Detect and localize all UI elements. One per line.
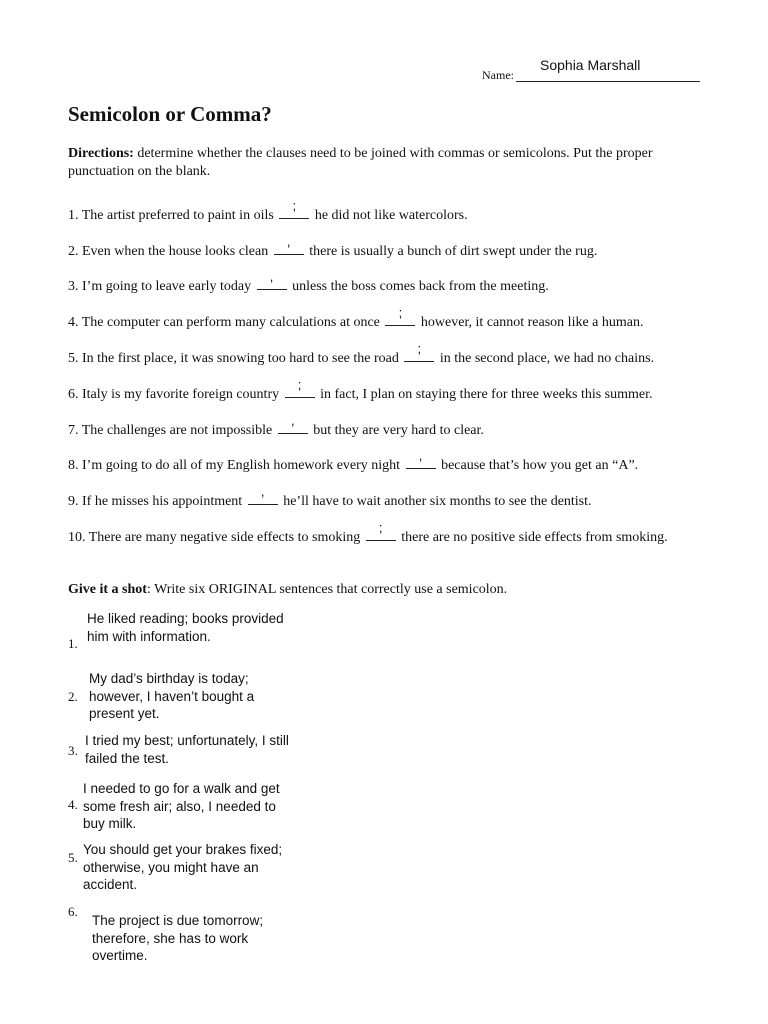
name-field-line[interactable] (516, 81, 700, 82)
question-number: 5. (68, 351, 79, 366)
directions-text: determine whether the clauses need to be joined with commas or semicolons. Put the proper punctuation on the blank. (68, 146, 653, 179)
question-text-before: Even when the house looks clean (82, 244, 272, 259)
question-number: 10. (68, 530, 86, 545)
response-text-1[interactable]: He liked reading; books provided him with information. (87, 611, 284, 644)
give-it-a-shot-text: : Write six ORIGINAL sentences that correctly use a semicolon. (146, 582, 508, 597)
question-number: 1. (68, 208, 79, 223)
question-text-after: in fact, I plan on staying there for three weeks this summer. (316, 387, 653, 402)
answer-mark: ; (398, 305, 403, 320)
answer-mark: , (286, 234, 291, 249)
question-text-before: The challenges are not impossible (81, 423, 276, 438)
response-number: 2. (68, 689, 78, 704)
directions (68, 145, 708, 180)
response-text-3[interactable]: I tried my best; unfortunately, I still failed the test. (85, 733, 289, 766)
question-9 (68, 484, 592, 510)
question-text-after: because that’s how you get an “A”. (437, 458, 639, 473)
answer-mark: , (269, 269, 274, 284)
question-text-before: There are many negative side effects to smoking (88, 530, 364, 545)
question-number: 6. (68, 387, 79, 402)
answer-blank[interactable] (285, 377, 315, 398)
answer-mark: ; (417, 341, 422, 356)
name-label: Name: (482, 68, 514, 82)
give-it-a-shot-prompt (68, 582, 507, 598)
question-8 (68, 448, 639, 474)
question-2 (68, 234, 598, 260)
worksheet-title: Semicolon or Comma? (68, 102, 272, 126)
question-text-before: I’m going to do all of my English homework every night (82, 458, 404, 473)
question-number: 3. (68, 279, 79, 294)
question-text-before: I’m going to leave early today (82, 279, 255, 294)
question-number: 2. (68, 244, 79, 259)
answer-blank[interactable] (274, 234, 304, 255)
question-10 (68, 520, 668, 546)
question-text-after: but they are very hard to clear. (309, 423, 484, 438)
question-6 (68, 377, 653, 403)
answer-blank[interactable] (385, 305, 415, 326)
response-text-2[interactable]: My dad’s birthday is today; however, I haven’t bought a present yet. (89, 671, 255, 721)
answer-mark: , (260, 484, 265, 499)
answer-mark: ; (292, 198, 297, 213)
question-5 (68, 341, 655, 367)
directions-label: Directions: (68, 146, 134, 161)
question-number: 8. (68, 458, 79, 473)
question-text-after: there is usually a bunch of dirt swept under the rug. (305, 244, 598, 259)
answer-mark: ; (378, 520, 383, 535)
answer-blank[interactable] (404, 341, 434, 362)
response-number: 1. (68, 636, 78, 651)
answer-blank[interactable] (406, 448, 436, 469)
response-text-4[interactable]: I needed to go for a walk and get some fresh air; also, I needed to buy milk. (83, 781, 280, 831)
answer-blank[interactable] (279, 198, 309, 219)
question-1 (68, 198, 468, 224)
answer-mark: , (418, 448, 423, 463)
question-text-before: The artist preferred to paint in oils (81, 208, 278, 223)
question-text-after: he’ll have to wait another six months to see the dentist. (279, 494, 592, 509)
question-number: 7. (68, 423, 79, 438)
response-text-5[interactable]: You should get your brakes fixed; otherwise, you might have an accident. (83, 842, 283, 892)
question-4 (68, 305, 644, 331)
question-number: 4. (68, 315, 79, 330)
question-text-after: unless the boss comes back from the meeting. (288, 279, 549, 294)
question-text-before: The computer can perform many calculations at once (81, 315, 384, 330)
response-number: 5. (68, 850, 78, 865)
response-number: 4. (68, 797, 78, 812)
response-number: 3. (68, 743, 78, 758)
question-text-before: If he misses his appointment (82, 494, 246, 509)
question-text-after: however, it cannot reason like a human. (417, 315, 644, 330)
question-text-before: Italy is my favorite foreign country (82, 387, 283, 402)
response-text-6[interactable]: The project is due tomorrow; therefore, she has to work overtime. (92, 913, 264, 963)
give-it-a-shot-label: Give it a shot (68, 582, 147, 597)
answer-mark: ; (297, 377, 302, 392)
answer-mark: , (290, 413, 295, 428)
question-7 (68, 413, 484, 439)
question-number: 9. (68, 494, 79, 509)
question-text-after: he did not like watercolors. (311, 208, 468, 223)
response-number: 6. (68, 904, 78, 919)
answer-blank[interactable] (278, 413, 308, 434)
answer-blank[interactable] (248, 484, 278, 505)
question-text-after: in the second place, we had no chains. (436, 351, 655, 366)
question-3 (68, 269, 549, 295)
answer-blank[interactable] (257, 269, 287, 290)
answer-blank[interactable] (366, 520, 396, 541)
name-field-value[interactable]: Sophia Marshall (540, 57, 641, 73)
question-text-after: there are no positive side effects from smoking. (397, 530, 668, 545)
question-text-before: In the first place, it was snowing too hard to see the road (82, 351, 403, 366)
